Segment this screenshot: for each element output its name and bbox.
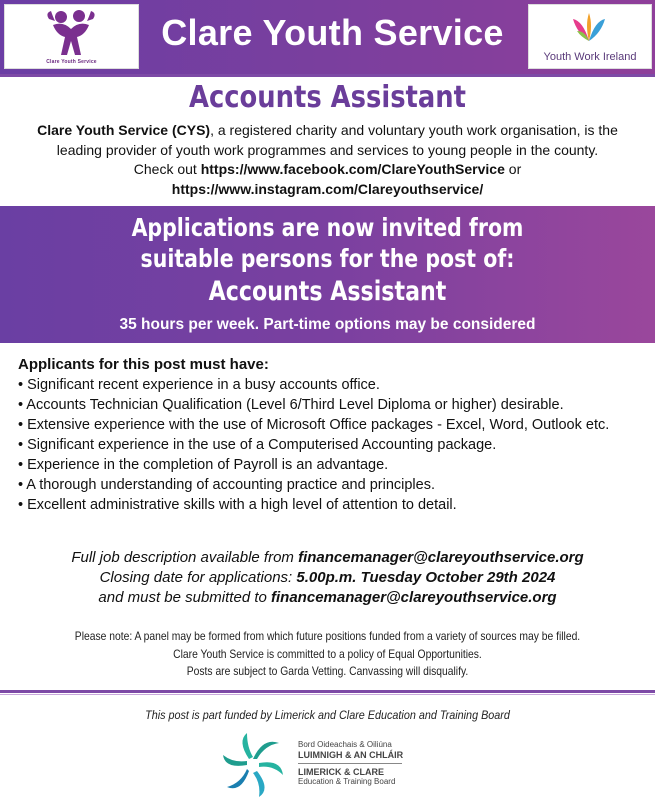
- etb-logo-text: [298, 740, 448, 786]
- garda-vetting-note: Posts are subject to Garda Vetting. Canvassing will disqualify.: [186, 664, 469, 678]
- etb-english-region: LIMERICK & CLARE: [298, 767, 384, 777]
- closing-date: 5.00p.m. Tuesday October 29th 2024: [296, 569, 556, 586]
- job-title-heading: Accounts Assistant: [188, 80, 467, 115]
- email-link[interactable]: financemanager@clareyouthservice.org: [298, 549, 584, 566]
- list-item: • A thorough understanding of accounting practice and principles.: [18, 477, 435, 493]
- list-item: • Excellent administrative skills with a high level of attention to detail.: [18, 497, 457, 513]
- left-logo-caption: Clare Youth Service: [46, 59, 97, 65]
- list-item: • Significant recent experience in a busy accounts office.: [18, 377, 380, 393]
- list-item: • Experience in the completion of Payroll is an advantage.: [18, 457, 389, 473]
- requirements-list: [18, 375, 643, 515]
- list-item: • Extensive experience with the use of Microsoft Office packages - Excel, Word, Outlook etc.: [18, 417, 610, 433]
- org-name: Clare Youth Service (CYS): [37, 122, 211, 138]
- footer-divider-thin: [0, 694, 655, 695]
- intro-text: , a registered charity and voluntary youth work organisation, is the leading provider of youth work programmes and services to young people in the county.: [56, 122, 618, 158]
- funding-note: This post is part funded by Limerick and Clare Education and Training Board: [145, 708, 510, 722]
- job-description-label: Full job description available from: [71, 549, 299, 566]
- closing-date-label: Closing date for applications:: [99, 569, 297, 586]
- right-logo-caption: Youth Work Ireland: [543, 51, 637, 63]
- etb-english-name: Education & Training Board: [298, 777, 396, 786]
- application-details: [0, 548, 655, 608]
- submit-label: and must be submitted to: [98, 589, 272, 606]
- band-post-title: Accounts Assistant: [208, 276, 447, 307]
- butterfly-logo-icon: [569, 11, 609, 45]
- etb-swirl-icon: [220, 732, 286, 798]
- header-band: [0, 0, 655, 74]
- band-line-2: suitable persons for the post of:: [140, 244, 515, 273]
- facebook-link[interactable]: https://www.facebook.com/ClareYouthService: [200, 161, 505, 177]
- equal-opportunities-note: Clare Youth Service is committed to a policy of Equal Opportunities.: [173, 646, 482, 661]
- notes-block: [46, 628, 609, 681]
- header-divider: [0, 74, 655, 77]
- etb-irish-name: Bord Oideachais & Oiliúna: [298, 740, 392, 749]
- youth-work-ireland-logo: [528, 4, 652, 69]
- email-link[interactable]: financemanager@clareyouthservice.org: [271, 589, 557, 606]
- etb-logo: [220, 732, 440, 798]
- etb-divider: [298, 763, 402, 764]
- hours-note: 35 hours per week. Part-time options may be considered: [119, 316, 536, 333]
- list-item: • Significant experience in the use of a Computerised Accounting package.: [18, 437, 497, 453]
- clare-youth-service-logo: [4, 4, 139, 69]
- etb-irish-region: LUIMNIGH & AN CHLÁIR: [298, 750, 404, 760]
- panel-note: Please note: A panel may be formed from which future positions funded from a variety of sources may be filled.: [74, 629, 581, 643]
- intro-paragraph: [20, 121, 635, 199]
- figure-logo-icon: [43, 7, 99, 57]
- requirements-heading: Applicants for this post must have:: [18, 356, 269, 373]
- footer-divider: [0, 690, 655, 693]
- instagram-link[interactable]: https://www.instagram.com/Clareyouthservice/: [171, 180, 484, 197]
- check-out-label: Check out: [133, 161, 197, 177]
- list-item: • Accounts Technician Qualification (Level 6/Third Level Diploma or higher) desirable.: [18, 397, 564, 413]
- organisation-title: Clare Youth Service: [161, 12, 504, 53]
- band-line-1: Applications are now invited from: [131, 213, 524, 242]
- or-label: or: [508, 161, 522, 177]
